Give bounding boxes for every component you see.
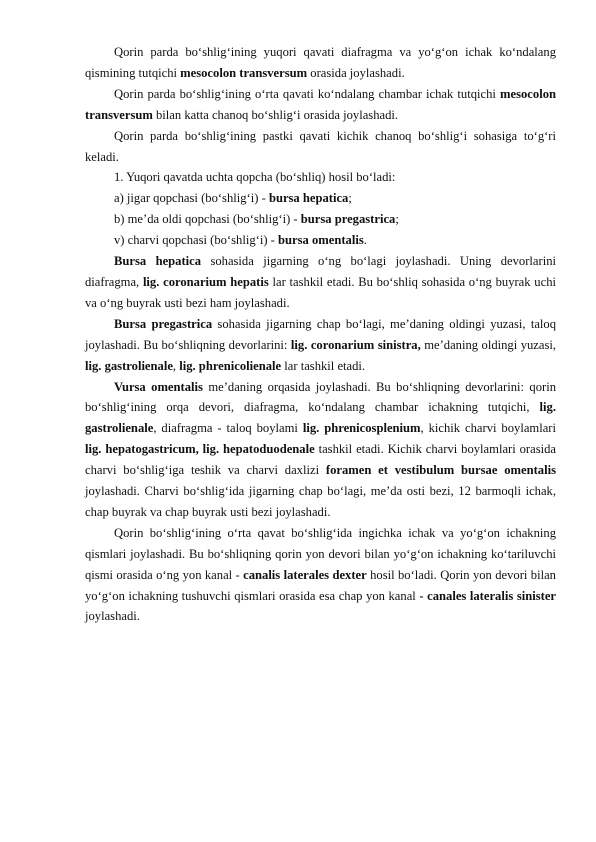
- text-run: ;: [395, 212, 399, 227]
- text-run: ,: [172, 358, 180, 373]
- text-run: 1. Yuqori qavatda uchta qopcha (bo‘shliq) hosil bo‘ladi:: [114, 170, 396, 185]
- term-bold: foramen et vestibulum bursae omentalis: [325, 463, 557, 478]
- text-run: joylashadi.: [85, 609, 140, 624]
- term-bold: lig. hepatogastricum, lig. hepatoduodenale: [85, 442, 315, 457]
- term-bold: Bursa pregastrica: [114, 316, 213, 331]
- list-item-a: [85, 188, 556, 209]
- term-bold: Vursa omentalis: [114, 379, 203, 394]
- term-bold: canalis laterales dexter: [243, 567, 367, 582]
- text-run: , kichik charvi boylamlari: [420, 421, 556, 436]
- term-bold: mesocolon transversum: [85, 86, 556, 122]
- paragraph-bursa-omentalis: [85, 377, 556, 523]
- text-run: lar tashkil etadi. Bu bo‘shliq sohasida o‘ng buyrak uchi va o‘ng buyrak usti bezi ham joylashadi.: [85, 274, 556, 310]
- text-run: orasida joylashadi.: [307, 65, 405, 80]
- text-run: Qorin parda bo‘shlig‘ining yuqori qavati diafragma va yo‘g‘on ichak ko‘ndalang qismining tutqichi: [85, 45, 556, 80]
- text-run: me’daning orqasida joylashadi. Bu bo‘shliqning devorlarini: qorin bo‘shlig‘ining orqa devori, diafragma, ko‘ndalang chambar ichakning tutqichi,: [85, 379, 556, 415]
- text-run: lar tashkil etadi.: [281, 358, 366, 373]
- text-run: b) me’da oldi qopchasi (bo‘shlig‘i) -: [114, 212, 301, 227]
- paragraph-upper-floor: [85, 42, 556, 84]
- paragraph-list-intro: [85, 167, 556, 188]
- term-bold: lig. phrenicolienale: [179, 358, 282, 373]
- text-run: sohasida jigarning o‘ng bo‘lagi joylashadi. Uning devorlarini diafragma,: [85, 254, 556, 289]
- paragraph-bursa-hepatica: [85, 251, 556, 314]
- term-bold: bursa hepatica: [268, 191, 349, 206]
- paragraph-lower-floor: [85, 126, 556, 168]
- text-run: bilan katta chanoq bo‘shlig‘i orasida joylashadi.: [152, 107, 399, 122]
- term-bold: lig. gastrolienale: [85, 358, 173, 373]
- term-bold: bursa pregastrica: [300, 212, 396, 227]
- term-bold: lig. coronarium sinistra,: [290, 337, 421, 352]
- document-page: [85, 42, 556, 627]
- term-bold: lig. coronarium hepatis: [142, 274, 269, 289]
- text-run: v) charvi qopchasi (bo‘shlig‘i) -: [114, 233, 279, 248]
- term-bold: lig. gastrolienale: [85, 400, 556, 436]
- paragraph-middle-floor: [85, 84, 556, 126]
- text-run: .: [363, 233, 367, 248]
- text-run: a) jigar qopchasi (bo‘shlig‘i) -: [114, 191, 269, 206]
- list-item-b: [85, 209, 556, 230]
- term-bold: - canales lateralis sinister: [419, 588, 557, 603]
- term-bold: lig. phrenicosplenium: [302, 421, 421, 436]
- text-run: me’daning oldingi yuzasi,: [420, 337, 557, 352]
- text-run: tashkil etadi. Kichik charvi boylamlari orasida charvi bo‘shlig‘iga teshik va charvi daxlizi: [85, 442, 556, 478]
- term-bold: mesocolon transversum: [180, 65, 308, 80]
- text-run: Qorin bo‘shlig‘ining o‘rta qavat bo‘shlig‘ida ingichka ichak va yo‘g‘on ichakning qismlari joylashadi. Bu bo‘shliqning qorin yon devori bilan yo‘g‘on ichakning ko‘tariluvchi qismi orasida o‘ng yon kanal -: [85, 525, 556, 582]
- term-bold: bursa omentalis: [278, 233, 364, 248]
- text-run: Qorin parda bo‘shlig‘ining pastki qavati kichik chanoq bo‘shlig‘i sohasiga to‘g‘ri keladi.: [85, 128, 556, 164]
- text-run: sohasida jigarning chap bo‘lagi, me’daning oldingi yuzasi, taloq joylashadi. Bu bo‘shliqning devorlarini:: [85, 316, 556, 352]
- text-run: joylashadi. Charvi bo‘shlig‘ida jigarning chap bo‘lagi, me’da osti bezi, 12 barmoqli ichak, chap buyrak va chap buyrak usti bezi joylashadi.: [85, 484, 556, 519]
- text-run: Qorin parda bo‘shlig‘ining o‘rta qavati ko‘ndalang chambar ichak tutqichi: [114, 86, 501, 101]
- text-run: hosil bo‘ladi. Qorin yon devori bilan yo‘g‘on ichakning tushuvchi qismlari orasida esa chap yon kanal: [85, 567, 556, 603]
- text-run: , diafragma - taloq boylami: [153, 421, 303, 436]
- term-bold: Bursa hepatica: [114, 254, 202, 269]
- list-item-v: [85, 230, 556, 251]
- paragraph-bursa-pregastrica: [85, 314, 556, 377]
- paragraph-middle-floor-canals: [85, 523, 556, 628]
- text-run: ;: [348, 191, 352, 206]
